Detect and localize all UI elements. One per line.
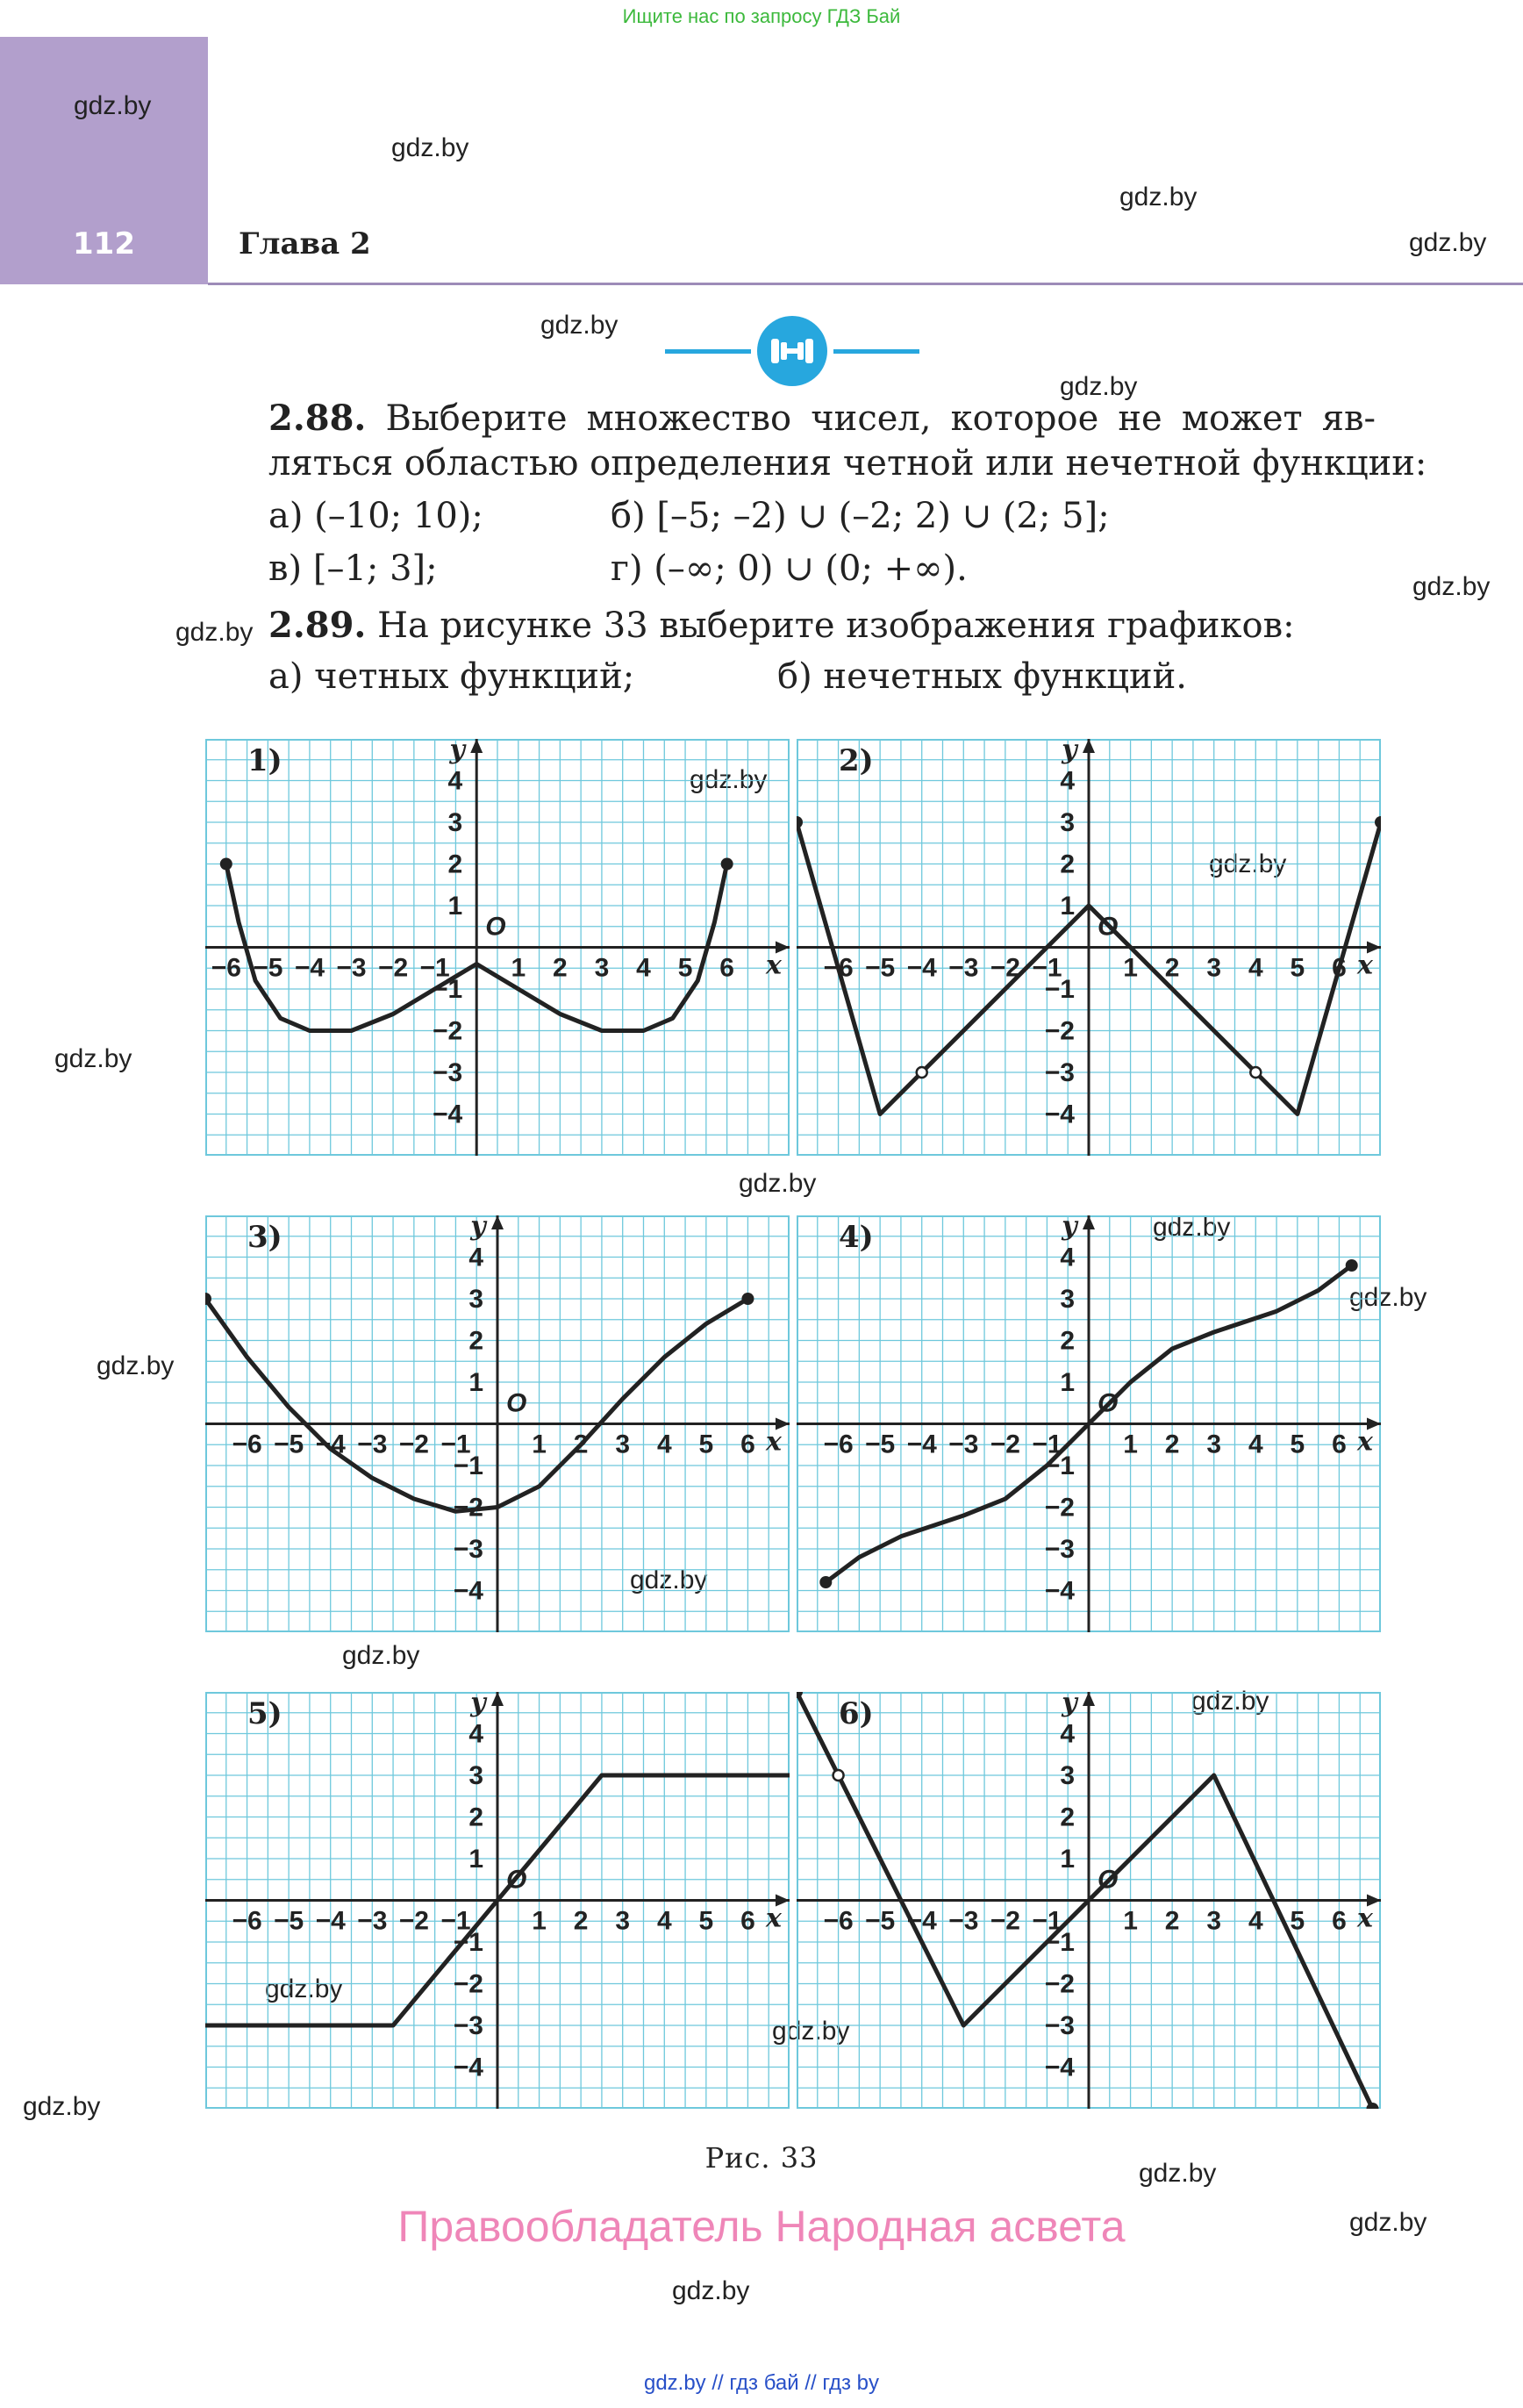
x-tick-label: −3 bbox=[948, 1430, 979, 1459]
y-tick-label: −3 bbox=[1044, 2011, 1075, 2040]
task-288-option-d: г) (–∞; 0) ∪ (0; +∞). bbox=[611, 548, 968, 589]
watermark: gdz.by bbox=[97, 1351, 175, 1380]
x-tick-label: 5 bbox=[698, 1906, 714, 1936]
y-tick-label: 1 bbox=[1060, 1845, 1075, 1874]
graph-panel-3 bbox=[205, 1215, 790, 1632]
x-tick-label: −4 bbox=[906, 953, 937, 983]
y-tick-label: 2 bbox=[447, 849, 463, 879]
x-tick-label: −2 bbox=[990, 953, 1020, 983]
x-tick-label: 2 bbox=[553, 953, 568, 983]
x-tick-label: −5 bbox=[253, 953, 283, 983]
x-tick-label: −4 bbox=[315, 1430, 346, 1459]
x-tick-label: 1 bbox=[1123, 1906, 1138, 1936]
y-tick-label: 1 bbox=[1060, 892, 1075, 921]
x-tick-label: −5 bbox=[865, 1906, 896, 1936]
closed-endpoint bbox=[741, 1293, 754, 1305]
closed-endpoint bbox=[1375, 816, 1381, 828]
x-tick-label: −2 bbox=[398, 1430, 429, 1459]
watermark: gdz.by bbox=[1139, 2159, 1217, 2188]
x-tick-label: 2 bbox=[573, 1430, 589, 1459]
x-axis-label: x bbox=[766, 1903, 782, 1934]
graph-panel-6 bbox=[797, 1692, 1381, 2109]
x-tick-label: 1 bbox=[532, 1906, 547, 1936]
y-tick-label: −1 bbox=[1044, 975, 1075, 1004]
task-289-line bbox=[268, 604, 1295, 648]
y-axis-arrow bbox=[1083, 1215, 1095, 1229]
watermark: gdz.by bbox=[690, 765, 768, 794]
y-tick-label: −4 bbox=[432, 1100, 463, 1129]
y-tick-label: −2 bbox=[1044, 1969, 1075, 1999]
y-tick-label: 2 bbox=[1060, 1802, 1075, 1832]
panel-label: 1) bbox=[247, 743, 282, 778]
x-tick-label: 6 bbox=[719, 953, 734, 983]
open-point bbox=[1250, 1067, 1261, 1078]
x-tick-label: 4 bbox=[1248, 953, 1263, 983]
x-tick-label: −3 bbox=[948, 1906, 979, 1936]
y-tick-label: 3 bbox=[468, 1761, 483, 1790]
closed-endpoint bbox=[721, 858, 733, 871]
watermark: gdz.by bbox=[1191, 1687, 1269, 1716]
x-tick-label: 5 bbox=[698, 1430, 714, 1459]
x-tick-label: −1 bbox=[1032, 1906, 1062, 1936]
x-axis-label: x bbox=[766, 1426, 782, 1458]
x-tick-label: 5 bbox=[677, 953, 693, 983]
icon-divider-left bbox=[665, 349, 751, 354]
y-tick-label: 4 bbox=[1060, 766, 1075, 796]
y-axis-label: y bbox=[1062, 1215, 1077, 1242]
watermark: gdz.by bbox=[772, 2017, 850, 2046]
y-axis-label: y bbox=[1062, 1692, 1077, 1718]
y-axis-arrow bbox=[470, 739, 483, 753]
y-tick-label: −4 bbox=[1044, 1100, 1075, 1129]
graph-svg bbox=[205, 1692, 790, 2109]
task-288-option-b: б) [–5; –2) ∪ (–2; 2) ∪ (2; 5]; bbox=[611, 496, 1110, 536]
open-point bbox=[917, 1067, 927, 1078]
x-axis-label: x bbox=[1357, 1903, 1373, 1934]
y-tick-label: −3 bbox=[1044, 1058, 1075, 1087]
x-tick-label: 6 bbox=[1332, 1906, 1347, 1936]
panel-label: 6) bbox=[839, 1696, 874, 1731]
y-axis-arrow bbox=[491, 1692, 504, 1706]
x-tick-label: −5 bbox=[274, 1430, 304, 1459]
closed-endpoint bbox=[220, 858, 232, 871]
x-tick-label: 1 bbox=[532, 1430, 547, 1459]
task-289-option-b: б) нечетных функций. bbox=[777, 656, 1188, 697]
closed-endpoint bbox=[797, 816, 803, 828]
panel-label: 3) bbox=[247, 1220, 282, 1255]
x-tick-label: 3 bbox=[615, 1430, 631, 1459]
x-tick-label: −3 bbox=[948, 953, 979, 983]
y-axis-arrow bbox=[491, 1215, 504, 1229]
graph-svg bbox=[205, 739, 790, 1156]
watermark: gdz.by bbox=[1119, 183, 1198, 211]
watermark: gdz.by bbox=[265, 1974, 343, 2003]
graph-svg bbox=[797, 739, 1381, 1156]
x-tick-label: 3 bbox=[594, 953, 610, 983]
y-tick-label: −2 bbox=[453, 1969, 483, 1999]
watermark: gdz.by bbox=[1060, 372, 1138, 401]
x-tick-label: −1 bbox=[1032, 1430, 1062, 1459]
x-tick-label: −6 bbox=[232, 1430, 262, 1459]
x-tick-label: −4 bbox=[294, 953, 325, 983]
watermark: gdz.by bbox=[1349, 2208, 1427, 2237]
page-number: 112 bbox=[73, 226, 135, 262]
x-tick-label: −2 bbox=[398, 1906, 429, 1936]
y-tick-label: −1 bbox=[1044, 1451, 1075, 1480]
x-tick-label: −6 bbox=[823, 953, 854, 983]
x-tick-label: 2 bbox=[1164, 953, 1180, 983]
x-tick-label: 3 bbox=[1206, 1430, 1222, 1459]
y-tick-label: 4 bbox=[447, 766, 463, 796]
y-axis-label: y bbox=[470, 1692, 486, 1718]
y-tick-label: −3 bbox=[432, 1058, 463, 1087]
x-tick-label: −1 bbox=[440, 1430, 471, 1459]
x-tick-label: 4 bbox=[656, 1430, 672, 1459]
y-tick-label: −4 bbox=[453, 2053, 483, 2082]
y-tick-label: −3 bbox=[453, 1535, 483, 1564]
graph-panel-1 bbox=[205, 739, 790, 1156]
y-tick-label: −4 bbox=[453, 1576, 483, 1606]
y-tick-label: 4 bbox=[1060, 1243, 1075, 1272]
y-axis-arrow bbox=[1083, 1692, 1095, 1706]
dumbbell-icon bbox=[757, 316, 827, 386]
x-tick-label: 5 bbox=[1290, 1906, 1305, 1936]
x-axis-label: x bbox=[766, 950, 782, 981]
top-search-note: Ищите нас по запросу ГДЗ Бай bbox=[622, 5, 901, 27]
task-288-option-a: а) (–10; 10); bbox=[268, 496, 483, 536]
watermark: gdz.by bbox=[1412, 572, 1491, 601]
x-tick-label: 5 bbox=[1290, 1430, 1305, 1459]
watermark: gdz.by bbox=[175, 618, 254, 647]
x-tick-label: 6 bbox=[1332, 1430, 1347, 1459]
panel-label: 4) bbox=[839, 1220, 874, 1255]
y-tick-label: −4 bbox=[1044, 2053, 1075, 2082]
watermark: gdz.by bbox=[1409, 228, 1487, 257]
watermark: gdz.by bbox=[540, 311, 618, 340]
x-tick-label: −6 bbox=[823, 1906, 854, 1936]
watermark: gdz.by bbox=[74, 91, 152, 120]
x-tick-label: 1 bbox=[1123, 953, 1138, 983]
closed-endpoint bbox=[819, 1576, 832, 1588]
y-tick-label: 3 bbox=[447, 808, 463, 837]
origin-label: O bbox=[1098, 1388, 1119, 1418]
y-tick-label: −1 bbox=[453, 1928, 483, 1957]
header-divider bbox=[208, 283, 1523, 285]
watermark: gdz.by bbox=[1209, 849, 1287, 878]
origin-label: O bbox=[485, 912, 506, 942]
x-tick-label: 4 bbox=[1248, 1430, 1263, 1459]
x-tick-label: 4 bbox=[656, 1906, 672, 1936]
y-tick-label: 3 bbox=[1060, 808, 1075, 837]
watermark: gdz.by bbox=[391, 133, 469, 162]
y-tick-label: 2 bbox=[1060, 1326, 1075, 1356]
x-tick-label: −6 bbox=[232, 1906, 262, 1936]
origin-label: O bbox=[506, 1388, 527, 1418]
y-tick-label: −3 bbox=[1044, 1535, 1075, 1564]
figure-caption: Рис. 33 bbox=[704, 2141, 819, 2175]
y-tick-label: −1 bbox=[453, 1451, 483, 1480]
y-tick-label: 1 bbox=[468, 1368, 483, 1397]
origin-label: O bbox=[1098, 912, 1119, 942]
x-tick-label: −5 bbox=[274, 1906, 304, 1936]
y-tick-label: 4 bbox=[468, 1719, 483, 1749]
x-tick-label: −3 bbox=[357, 1430, 388, 1459]
graph-panel-4 bbox=[797, 1215, 1381, 1632]
x-tick-label: −1 bbox=[1032, 953, 1062, 983]
graph-panel-5 bbox=[205, 1692, 790, 2109]
x-tick-label: −2 bbox=[377, 953, 409, 983]
graph-svg bbox=[797, 1215, 1381, 1632]
task-289-text: На рисунке 33 выберите изображения графиков: bbox=[377, 606, 1295, 646]
open-point bbox=[833, 1770, 844, 1781]
watermark: gdz.by bbox=[342, 1641, 420, 1670]
x-tick-label: 2 bbox=[1164, 1906, 1180, 1936]
watermark: gdz.by bbox=[739, 1169, 817, 1198]
y-tick-label: 2 bbox=[468, 1802, 483, 1832]
graph-panel-2 bbox=[797, 739, 1381, 1156]
x-tick-label: −2 bbox=[990, 1906, 1020, 1936]
x-tick-label: 3 bbox=[1206, 1906, 1222, 1936]
x-tick-label: −3 bbox=[336, 953, 367, 983]
x-tick-label: 4 bbox=[1248, 1906, 1263, 1936]
x-tick-label: −6 bbox=[211, 953, 241, 983]
y-tick-label: 2 bbox=[468, 1326, 483, 1356]
x-tick-label: −1 bbox=[419, 953, 450, 983]
x-tick-label: 5 bbox=[1290, 953, 1305, 983]
watermark: gdz.by bbox=[23, 2092, 101, 2121]
y-tick-label: 3 bbox=[1060, 1761, 1075, 1790]
x-tick-label: −5 bbox=[865, 1430, 896, 1459]
y-tick-label: 1 bbox=[1060, 1368, 1075, 1397]
x-tick-label: 3 bbox=[615, 1906, 631, 1936]
panel-label: 2) bbox=[839, 743, 874, 778]
x-tick-label: 6 bbox=[1332, 953, 1347, 983]
x-tick-label: −2 bbox=[990, 1430, 1020, 1459]
y-tick-label: −4 bbox=[1044, 1576, 1075, 1606]
x-tick-label: 2 bbox=[573, 1906, 589, 1936]
y-tick-label: −2 bbox=[1044, 1493, 1075, 1523]
x-tick-label: 6 bbox=[740, 1906, 755, 1936]
x-axis-label: x bbox=[1357, 1426, 1373, 1458]
footer-links: gdz.by // гдз бай // гдз by bbox=[643, 2371, 880, 2395]
x-tick-label: −1 bbox=[440, 1906, 471, 1936]
graph-svg bbox=[205, 1215, 790, 1632]
chapter-title: Глава 2 bbox=[239, 226, 371, 262]
task-288-number: 2.88. bbox=[268, 398, 367, 439]
origin-label: O bbox=[1098, 1865, 1119, 1895]
y-axis-label: y bbox=[449, 739, 465, 765]
x-tick-label: 1 bbox=[511, 953, 526, 983]
x-tick-label: −4 bbox=[906, 1430, 937, 1459]
y-tick-label: 4 bbox=[1060, 1719, 1075, 1749]
x-tick-label: 1 bbox=[1123, 1430, 1138, 1459]
y-tick-label: 3 bbox=[1060, 1285, 1075, 1314]
y-tick-label: 4 bbox=[468, 1243, 483, 1272]
y-axis-label: y bbox=[470, 1215, 486, 1242]
x-tick-label: 4 bbox=[636, 953, 651, 983]
x-tick-label: 3 bbox=[1206, 953, 1222, 983]
x-axis-label: x bbox=[1357, 950, 1373, 981]
x-tick-label: 2 bbox=[1164, 1430, 1180, 1459]
y-tick-label: −1 bbox=[1044, 1928, 1075, 1957]
closed-endpoint bbox=[797, 1692, 803, 1698]
task-288-text-1: Выберите множество чисел, которое не может яв- bbox=[385, 398, 1376, 439]
task-289-number: 2.89. bbox=[268, 605, 367, 646]
y-tick-label: 1 bbox=[447, 892, 463, 921]
task-288-text-2: ляться областью определения четной или нечетной функции: bbox=[268, 443, 1427, 484]
x-tick-label: −4 bbox=[906, 1906, 937, 1936]
x-tick-label: −5 bbox=[865, 953, 896, 983]
origin-label: O bbox=[506, 1865, 527, 1895]
copyright-owner: Правообладатель Народная асвета bbox=[397, 2202, 1126, 2251]
y-tick-label: 3 bbox=[468, 1285, 483, 1314]
y-tick-label: 2 bbox=[1060, 849, 1075, 879]
x-tick-label: −4 bbox=[315, 1906, 346, 1936]
panel-label: 5) bbox=[247, 1696, 282, 1731]
x-tick-label: −6 bbox=[823, 1430, 854, 1459]
watermark: gdz.by bbox=[1349, 1283, 1427, 1312]
watermark: gdz.by bbox=[630, 1566, 708, 1595]
graph-svg bbox=[797, 1692, 1381, 2109]
x-tick-label: 6 bbox=[740, 1430, 755, 1459]
task-289-option-a: а) четных функций; bbox=[268, 656, 635, 697]
watermark: gdz.by bbox=[672, 2276, 750, 2305]
closed-endpoint bbox=[1346, 1259, 1358, 1272]
x-tick-label: −3 bbox=[357, 1906, 388, 1936]
y-axis-arrow bbox=[1083, 739, 1095, 753]
task-288-option-c: в) [–1; 3]; bbox=[268, 548, 438, 589]
task-288-line1 bbox=[268, 397, 1376, 441]
y-tick-label: −2 bbox=[1044, 1016, 1075, 1046]
watermark: gdz.by bbox=[1153, 1213, 1231, 1242]
y-tick-label: −1 bbox=[432, 975, 463, 1004]
icon-divider-right bbox=[833, 349, 919, 354]
y-tick-label: −2 bbox=[432, 1016, 463, 1046]
watermark: gdz.by bbox=[54, 1044, 132, 1073]
y-tick-label: 1 bbox=[468, 1845, 483, 1874]
y-tick-label: −3 bbox=[453, 2011, 483, 2040]
y-tick-label: −2 bbox=[453, 1493, 483, 1523]
y-axis-label: y bbox=[1062, 739, 1077, 765]
